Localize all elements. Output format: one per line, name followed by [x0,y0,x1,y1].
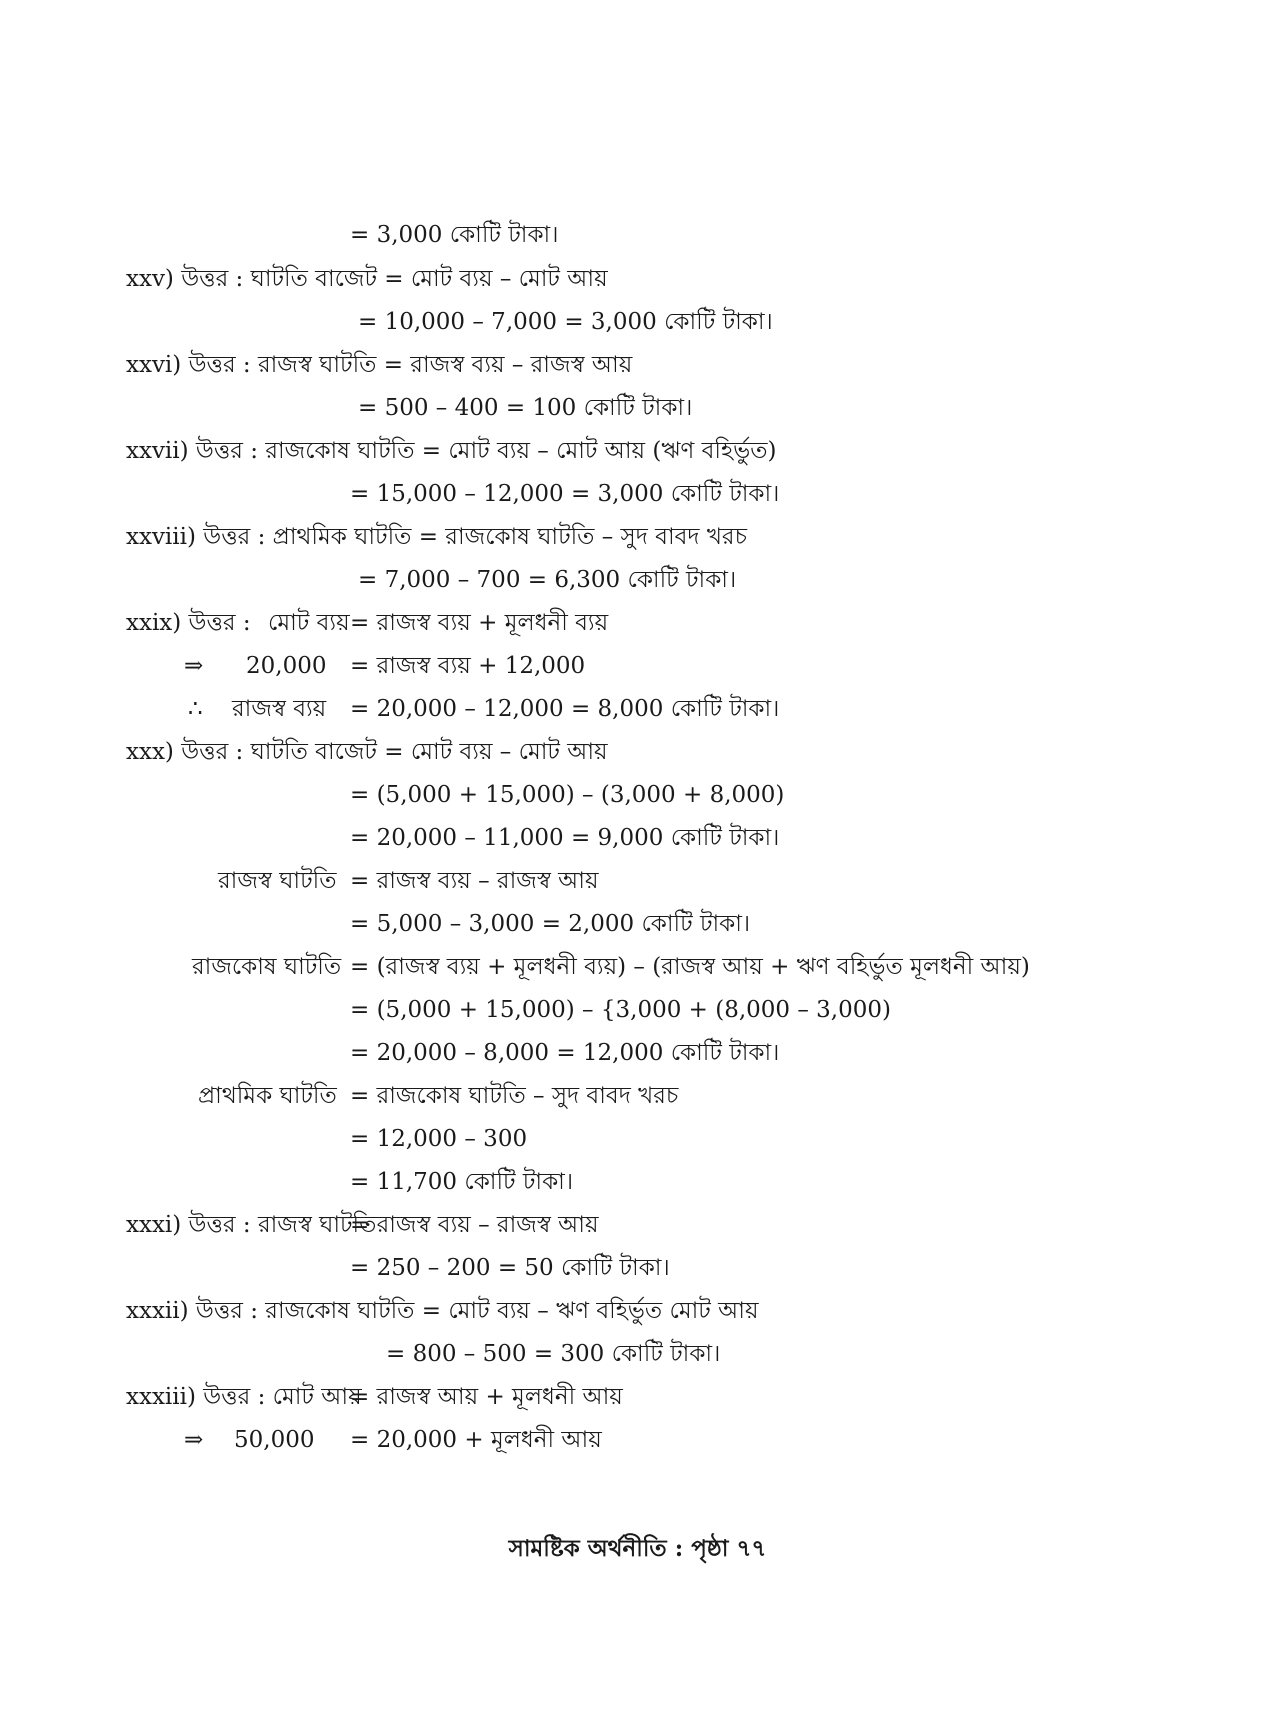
answer-line: = 10,000 – 7,000 = 3,000 কোটি টাকা। [358,309,773,335]
answer-line: = (5,000 + 15,000) – (3,000 + 8,000) [350,782,785,808]
answer-line: = 500 – 400 = 100 কোটি টাকা। [358,395,693,421]
answer-line: = 12,000 – 300 [350,1126,528,1152]
answer-heading: xxix) উত্তর : [126,610,251,636]
page-footer: সামষ্টিক অর্থনীতি : পৃষ্ঠা ৭৭ [508,1535,767,1562]
answer-line: = রাজস্ব আয় + মূলধনী আয় [350,1384,623,1410]
answer-line: = 5,000 – 3,000 = 2,000 কোটি টাকা। [350,911,751,937]
equation-label: 50,000 [234,1427,315,1453]
answer-line: = 250 – 200 = 50 কোটি টাকা। [350,1255,670,1281]
equation-label: রাজকোষ ঘাটতি [192,954,342,980]
answer-line: = রাজকোষ ঘাটতি – সুদ বাবদ খরচ [350,1083,679,1109]
answer-heading: xxviii) উত্তর : প্রাথমিক ঘাটতি = রাজকোষ ঘাটতি – সুদ বাবদ খরচ [126,524,747,550]
answer-line: = রাজস্ব ব্যয় + মূলধনী ব্যয় [350,610,609,636]
answer-line: = রাজস্ব ব্যয় + 12,000 [350,653,586,679]
answer-line: = 7,000 – 700 = 6,300 কোটি টাকা। [358,567,737,593]
answer-line: = 3,000 কোটি টাকা। [350,222,559,248]
answer-heading: xxvii) উত্তর : রাজকোষ ঘাটতি = মোট ব্যয় – মোট আয় (ঋণ বহির্ভুত) [126,438,777,464]
answer-line: = 15,000 – 12,000 = 3,000 কোটি টাকা। [350,481,780,507]
answer-line: = 11,700 কোটি টাকা। [350,1169,574,1195]
equation-label: রাজস্ব ব্যয় [232,696,327,722]
answer-heading: xxv) উত্তর : ঘাটতি বাজেট = মোট ব্যয় – মোট আয় [126,266,608,292]
therefore-symbol: ∴ [188,696,203,722]
equation-label: মোট ব্যয় [268,610,350,636]
answer-heading: xxxiii) উত্তর : মোট আয় [126,1384,362,1410]
answer-line: = 20,000 – 12,000 = 8,000 কোটি টাকা। [350,696,780,722]
implies-symbol: ⇒ [184,1427,204,1453]
answer-heading: xxxi) উত্তর : রাজস্ব ঘাটতি [126,1212,377,1238]
answer-line: = 800 – 500 = 300 কোটি টাকা। [386,1341,721,1367]
answer-line: = রাজস্ব ব্যয় – রাজস্ব আয় [350,1212,599,1238]
answer-heading: xxxii) উত্তর : রাজকোষ ঘাটতি = মোট ব্যয় – ঋণ বহির্ভুত মোট আয় [126,1298,759,1324]
equation-label: প্রাথমিক ঘাটতি [198,1083,337,1109]
answer-line: = 20,000 – 11,000 = 9,000 কোটি টাকা। [350,825,780,851]
answer-line: = 20,000 + মূলধনী আয় [350,1427,602,1453]
answer-heading: xxvi) উত্তর : রাজস্ব ঘাটতি = রাজস্ব ব্যয় – রাজস্ব আয় [126,352,633,378]
equation-label: রাজস্ব ঘাটতি [218,868,337,894]
answer-line: = রাজস্ব ব্যয় – রাজস্ব আয় [350,868,599,894]
equation-label: 20,000 [246,653,327,679]
answer-line: = (রাজস্ব ব্যয় + মূলধনী ব্যয়) – (রাজস্ব আয় + ঋণ বহির্ভুত মূলধনী আয়) [350,954,1030,980]
answer-line: = 20,000 – 8,000 = 12,000 কোটি টাকা। [350,1040,780,1066]
answer-line: = (5,000 + 15,000) – {3,000 + (8,000 – 3,000) [350,997,891,1023]
implies-symbol: ⇒ [184,653,204,679]
answer-heading: xxx) উত্তর : ঘাটতি বাজেট = মোট ব্যয় – মোট আয় [126,739,608,765]
